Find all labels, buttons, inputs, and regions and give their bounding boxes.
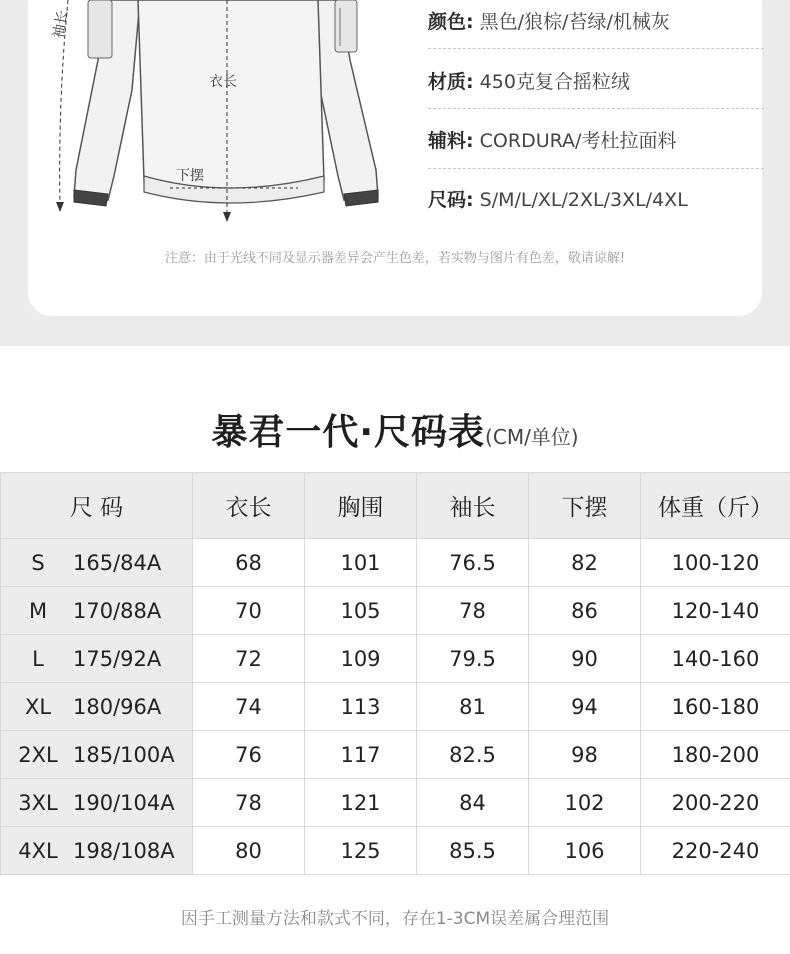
hem-cell: 82 — [529, 539, 641, 587]
sleeve-cell: 82.5 — [417, 731, 529, 779]
hem-cell: 106 — [529, 827, 641, 875]
size-cell: S 165/84A — [1, 539, 193, 587]
size-cell: M 170/88A — [1, 587, 193, 635]
hem-cell: 90 — [529, 635, 641, 683]
header-size: 尺 码 — [1, 473, 193, 539]
chest-cell: 101 — [305, 539, 417, 587]
hem-cell: 98 — [529, 731, 641, 779]
header-length: 衣长 — [193, 473, 305, 539]
table-row — [1, 539, 790, 587]
sleeve-cell: 84 — [417, 779, 529, 827]
chest-cell: 125 — [305, 827, 417, 875]
sleeve-cell: 78 — [417, 587, 529, 635]
spec-row-material: 材质: 450克复合摇粒绒 — [428, 71, 630, 93]
length-cell: 76 — [193, 731, 305, 779]
length-cell: 68 — [193, 539, 305, 587]
table-row — [1, 635, 790, 683]
sleeve-cell: 81 — [417, 683, 529, 731]
weight-cell: 200-220 — [641, 779, 790, 827]
weight-cell: 180-200 — [641, 731, 790, 779]
garment-sketch — [28, 0, 428, 316]
length-cell: 72 — [193, 635, 305, 683]
length-cell: 78 — [193, 779, 305, 827]
table-row — [1, 731, 790, 779]
length-cell: 80 — [193, 827, 305, 875]
weight-cell: 220-240 — [641, 827, 790, 875]
table-row — [1, 683, 790, 731]
product-info-band — [0, 0, 790, 346]
sleeve-cell: 85.5 — [417, 827, 529, 875]
spec-divider — [428, 168, 764, 169]
header-weight: 体重（斤） — [641, 473, 790, 539]
chest-cell: 109 — [305, 635, 417, 683]
length-cell: 74 — [193, 683, 305, 731]
table-row — [1, 827, 790, 875]
color-note: 注意：由于光线不同及显示器差异会产生色差，若实物与图片有色差，敬请谅解! — [164, 251, 626, 266]
measurement-note: 因手工测量方法和款式不同，存在1-3CM误差属合理范围 — [180, 909, 610, 929]
chest-cell: 105 — [305, 587, 417, 635]
size-cell: 3XL 190/104A — [1, 779, 193, 827]
size-chart-title — [0, 404, 790, 455]
weight-cell: 120-140 — [641, 587, 790, 635]
weight-cell: 100-120 — [641, 539, 790, 587]
spec-divider — [428, 48, 764, 49]
chest-cell: 121 — [305, 779, 417, 827]
size-cell: XL 180/96A — [1, 683, 193, 731]
size-table — [0, 472, 790, 875]
size-cell: L 175/92A — [1, 635, 193, 683]
size-chart-unit: (CM/单位) — [485, 425, 579, 449]
header-sleeve: 袖长 — [417, 473, 529, 539]
length-cell: 70 — [193, 587, 305, 635]
hem-cell: 102 — [529, 779, 641, 827]
size-cell: 2XL 185/100A — [1, 731, 193, 779]
header-hem: 下摆 — [529, 473, 641, 539]
spec-divider — [428, 108, 764, 109]
hem-cell: 94 — [529, 683, 641, 731]
hem-cell: 86 — [529, 587, 641, 635]
weight-cell: 140-160 — [641, 635, 790, 683]
header-chest: 胸围 — [305, 473, 417, 539]
size-chart-title-main: 暴君一代·尺码表 — [211, 412, 486, 453]
weight-cell: 160-180 — [641, 683, 790, 731]
sleeve-label: 袖长 — [50, 9, 72, 40]
table-row — [1, 779, 790, 827]
hem-label: 下摆 — [176, 168, 204, 184]
chest-cell: 117 — [305, 731, 417, 779]
size-cell: 4XL 198/108A — [1, 827, 193, 875]
sleeve-cell: 76.5 — [417, 539, 529, 587]
spec-row-trim: 辅料: CORDURA/考杜拉面料 — [428, 130, 677, 152]
length-label: 衣长 — [209, 74, 237, 90]
chest-cell: 113 — [305, 683, 417, 731]
table-header-row — [1, 473, 790, 539]
sleeve-cell: 79.5 — [417, 635, 529, 683]
product-info-card — [28, 0, 762, 316]
table-row — [1, 587, 790, 635]
spec-row-sizes: 尺码: S/M/L/XL/2XL/3XL/4XL — [428, 189, 688, 211]
spec-row-color: 颜色: 黑色/狼棕/苔绿/机械灰 — [428, 11, 670, 33]
